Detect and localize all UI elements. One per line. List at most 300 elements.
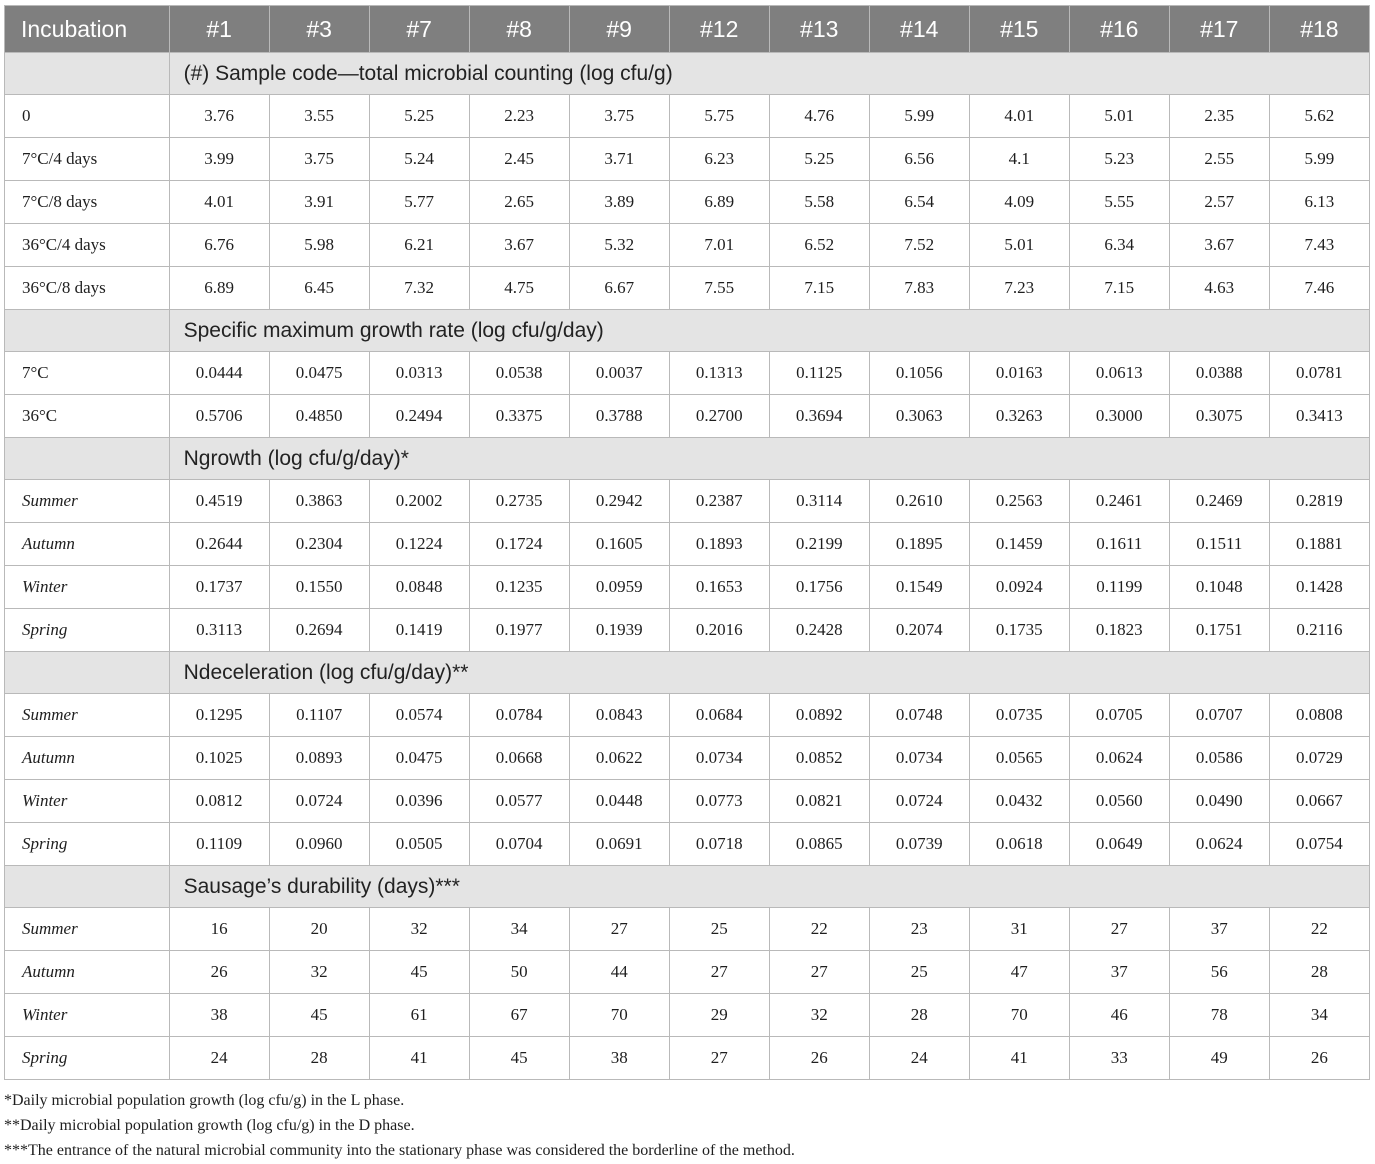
row-label: Summer: [5, 694, 170, 737]
table-cell: 0.0893: [269, 737, 369, 780]
table-cell: 38: [569, 1037, 669, 1080]
table-cell: 0.2428: [769, 609, 869, 652]
section-header-row: [5, 310, 1370, 352]
table-cell: 3.67: [1169, 224, 1269, 267]
table-cell: 0.2304: [269, 523, 369, 566]
row-label: 0: [5, 95, 170, 138]
table-cell: 41: [369, 1037, 469, 1080]
table-cell: 4.09: [969, 181, 1069, 224]
table-cell: 3.76: [169, 95, 269, 138]
table-cell: 0.1235: [469, 566, 569, 609]
table-cell: 50: [469, 951, 569, 994]
row-label: 7°C/4 days: [5, 138, 170, 181]
table-cell: 0.1756: [769, 566, 869, 609]
table-row: [5, 994, 1370, 1037]
table-row: [5, 908, 1370, 951]
table-cell: 0.0724: [869, 780, 969, 823]
table-cell: 47: [969, 951, 1069, 994]
table-cell: 0.0649: [1069, 823, 1169, 866]
table-cell: 5.75: [669, 95, 769, 138]
table-cell: 0.1895: [869, 523, 969, 566]
table-header-row: [5, 6, 1370, 53]
row-label: Autumn: [5, 523, 170, 566]
table-cell: 0.2563: [969, 480, 1069, 523]
table-cell: 0.1025: [169, 737, 269, 780]
table-cell: 0.0565: [969, 737, 1069, 780]
section-header-row: [5, 53, 1370, 95]
table-cell: 3.91: [269, 181, 369, 224]
table-cell: 0.3788: [569, 395, 669, 438]
table-cell: 25: [669, 908, 769, 951]
table-cell: 67: [469, 994, 569, 1037]
table-cell: 0.2644: [169, 523, 269, 566]
table-cell: 24: [169, 1037, 269, 1080]
table-cell: 0.2494: [369, 395, 469, 438]
table-cell: 2.45: [469, 138, 569, 181]
table-cell: 0.0843: [569, 694, 669, 737]
table-cell: 26: [1269, 1037, 1369, 1080]
table-cell: 0.0624: [1069, 737, 1169, 780]
table-cell: 0.2700: [669, 395, 769, 438]
row-label: 36°C/8 days: [5, 267, 170, 310]
table-cell: 0.2819: [1269, 480, 1369, 523]
table-cell: 4.1: [969, 138, 1069, 181]
table-cell: 3.75: [269, 138, 369, 181]
table-cell: 5.01: [1069, 95, 1169, 138]
table-cell: 0.0432: [969, 780, 1069, 823]
table-cell: 0.0505: [369, 823, 469, 866]
table-cell: 27: [769, 951, 869, 994]
table-row: [5, 951, 1370, 994]
table-cell: 27: [569, 908, 669, 951]
table-cell: 0.3114: [769, 480, 869, 523]
table-cell: 0.3694: [769, 395, 869, 438]
table-cell: 0.1459: [969, 523, 1069, 566]
table-cell: 5.24: [369, 138, 469, 181]
table-cell: 0.0773: [669, 780, 769, 823]
table-cell: 5.58: [769, 181, 869, 224]
table-cell: 32: [369, 908, 469, 951]
table-cell: 0.1428: [1269, 566, 1369, 609]
table-row: [5, 138, 1370, 181]
table-cell: 26: [169, 951, 269, 994]
table-cell: 0.0586: [1169, 737, 1269, 780]
table-cell: 0.1737: [169, 566, 269, 609]
microbial-data-table: [4, 5, 1370, 1080]
header-sample-9: #9: [569, 6, 669, 53]
table-row: [5, 609, 1370, 652]
table-cell: 0.1893: [669, 523, 769, 566]
table-cell: 27: [669, 951, 769, 994]
table-cell: 6.89: [669, 181, 769, 224]
table-row: [5, 523, 1370, 566]
table-cell: 3.55: [269, 95, 369, 138]
table-cell: 28: [1269, 951, 1369, 994]
table-cell: 2.65: [469, 181, 569, 224]
table-cell: 0.1550: [269, 566, 369, 609]
table-cell: 0.0724: [269, 780, 369, 823]
table-cell: 0.0718: [669, 823, 769, 866]
table-cell: 0.0812: [169, 780, 269, 823]
table-cell: 20: [269, 908, 369, 951]
table-cell: 0.0313: [369, 352, 469, 395]
header-sample-12: #12: [669, 6, 769, 53]
table-row: [5, 1037, 1370, 1080]
table-cell: 0.1823: [1069, 609, 1169, 652]
table-cell: 7.23: [969, 267, 1069, 310]
table-cell: 0.0577: [469, 780, 569, 823]
table-cell: 31: [969, 908, 1069, 951]
table-cell: 2.35: [1169, 95, 1269, 138]
table-cell: 0.0707: [1169, 694, 1269, 737]
table-cell: 0.1224: [369, 523, 469, 566]
header-sample-7: #7: [369, 6, 469, 53]
table-cell: 0.0781: [1269, 352, 1369, 395]
table-cell: 0.0784: [469, 694, 569, 737]
table-cell: 0.0448: [569, 780, 669, 823]
table-cell: 0.2461: [1069, 480, 1169, 523]
table-cell: 0.0618: [969, 823, 1069, 866]
table-cell: 0.0852: [769, 737, 869, 780]
table-cell: 24: [869, 1037, 969, 1080]
table-cell: 0.0729: [1269, 737, 1369, 780]
section-title: Sausage’s durability (days)***: [169, 866, 1369, 908]
table-cell: 0.0959: [569, 566, 669, 609]
table-cell: 7.55: [669, 267, 769, 310]
table-cell: 0.1109: [169, 823, 269, 866]
table-cell: 34: [469, 908, 569, 951]
table-cell: 0.1048: [1169, 566, 1269, 609]
table-cell: 0.0691: [569, 823, 669, 866]
table-cell: 0.0396: [369, 780, 469, 823]
table-cell: 0.3413: [1269, 395, 1369, 438]
table-row: [5, 566, 1370, 609]
table-cell: 78: [1169, 994, 1269, 1037]
table-cell: 0.0668: [469, 737, 569, 780]
table-cell: 29: [669, 994, 769, 1037]
header-sample-3: #3: [269, 6, 369, 53]
table-cell: 6.76: [169, 224, 269, 267]
table-cell: 5.77: [369, 181, 469, 224]
table-cell: 0.0574: [369, 694, 469, 737]
table-cell: 7.15: [769, 267, 869, 310]
table-cell: 0.0490: [1169, 780, 1269, 823]
table-cell: 5.55: [1069, 181, 1169, 224]
table-cell: 7.15: [1069, 267, 1169, 310]
table-cell: 0.1611: [1069, 523, 1169, 566]
table-cell: 0.2610: [869, 480, 969, 523]
table-cell: 25: [869, 951, 969, 994]
table-cell: 32: [769, 994, 869, 1037]
table-cell: 3.67: [469, 224, 569, 267]
table-cell: 0.2016: [669, 609, 769, 652]
header-sample-17: #17: [1169, 6, 1269, 53]
table-row: [5, 181, 1370, 224]
row-label: 36°C: [5, 395, 170, 438]
table-cell: 6.56: [869, 138, 969, 181]
table-cell: 6.54: [869, 181, 969, 224]
table-cell: 37: [1069, 951, 1169, 994]
table-cell: 26: [769, 1037, 869, 1080]
table-cell: 6.67: [569, 267, 669, 310]
table-cell: 6.13: [1269, 181, 1369, 224]
table-cell: 6.89: [169, 267, 269, 310]
table-cell: 28: [869, 994, 969, 1037]
table-cell: 70: [969, 994, 1069, 1037]
table-row: [5, 737, 1370, 780]
table-cell: 0.1107: [269, 694, 369, 737]
row-label: 36°C/4 days: [5, 224, 170, 267]
table-cell: 0.1735: [969, 609, 1069, 652]
table-cell: 0.4850: [269, 395, 369, 438]
table-cell: 45: [269, 994, 369, 1037]
table-row: [5, 780, 1370, 823]
header-sample-15: #15: [969, 6, 1069, 53]
table-cell: 0.0163: [969, 352, 1069, 395]
section-blank-cell: [5, 866, 170, 908]
table-cell: 0.0037: [569, 352, 669, 395]
table-cell: 2.23: [469, 95, 569, 138]
table-cell: 0.2694: [269, 609, 369, 652]
row-label: Summer: [5, 908, 170, 951]
header-sample-16: #16: [1069, 6, 1169, 53]
row-label: Winter: [5, 994, 170, 1037]
table-cell: 38: [169, 994, 269, 1037]
table-cell: 0.1653: [669, 566, 769, 609]
table-cell: 0.1199: [1069, 566, 1169, 609]
table-cell: 5.62: [1269, 95, 1369, 138]
table-cell: 5.98: [269, 224, 369, 267]
table-cell: 0.0667: [1269, 780, 1369, 823]
table-cell: 5.23: [1069, 138, 1169, 181]
section-blank-cell: [5, 652, 170, 694]
table-cell: 5.25: [369, 95, 469, 138]
table-cell: 27: [1069, 908, 1169, 951]
table-cell: 0.3000: [1069, 395, 1169, 438]
table-cell: 33: [1069, 1037, 1169, 1080]
table-cell: 2.55: [1169, 138, 1269, 181]
header-sample-14: #14: [869, 6, 969, 53]
section-header-row: [5, 438, 1370, 480]
row-label: 7°C/8 days: [5, 181, 170, 224]
table-cell: 0.0538: [469, 352, 569, 395]
footnote: *Daily microbial population growth (log cfu/g) in the L phase.: [4, 1092, 405, 1109]
table-row: [5, 267, 1370, 310]
table-cell: 0.3113: [169, 609, 269, 652]
row-label: Autumn: [5, 737, 170, 780]
table-cell: 0.0560: [1069, 780, 1169, 823]
table-cell: 0.0754: [1269, 823, 1369, 866]
table-cell: 0.4519: [169, 480, 269, 523]
table-cell: 0.1125: [769, 352, 869, 395]
footnote: ***The entrance of the natural microbial community into the stationary phase was considered the borderline of the method.: [4, 1142, 795, 1159]
row-label: Winter: [5, 566, 170, 609]
table-cell: 5.01: [969, 224, 1069, 267]
section-title: Ndeceleration (log cfu/g/day)**: [169, 652, 1369, 694]
table-cell: 5.99: [1269, 138, 1369, 181]
table-cell: 0.2116: [1269, 609, 1369, 652]
table-cell: 0.2002: [369, 480, 469, 523]
table-cell: 0.3075: [1169, 395, 1269, 438]
table-cell: 7.46: [1269, 267, 1369, 310]
table-cell: 28: [269, 1037, 369, 1080]
table-cell: 0.1549: [869, 566, 969, 609]
table-cell: 4.63: [1169, 267, 1269, 310]
table-cell: 0.1977: [469, 609, 569, 652]
table-cell: 34: [1269, 994, 1369, 1037]
section-title: Ngrowth (log cfu/g/day)*: [169, 438, 1369, 480]
table-cell: 22: [1269, 908, 1369, 951]
table-cell: 0.2942: [569, 480, 669, 523]
table-cell: 45: [369, 951, 469, 994]
table-cell: 0.1939: [569, 609, 669, 652]
table-cell: 0.1881: [1269, 523, 1369, 566]
table-cell: 0.0865: [769, 823, 869, 866]
section-blank-cell: [5, 53, 170, 95]
table-cell: 0.0622: [569, 737, 669, 780]
table-cell: 3.75: [569, 95, 669, 138]
table-cell: 0.0735: [969, 694, 1069, 737]
table-cell: 0.3863: [269, 480, 369, 523]
table-row: [5, 224, 1370, 267]
table-cell: 6.52: [769, 224, 869, 267]
footnote: **Daily microbial population growth (log cfu/g) in the D phase.: [4, 1117, 415, 1134]
header-incubation: Incubation: [5, 6, 170, 53]
data-table-container: [4, 5, 1370, 1163]
table-cell: 5.99: [869, 95, 969, 138]
table-cell: 0.0388: [1169, 352, 1269, 395]
table-cell: 0.2199: [769, 523, 869, 566]
table-cell: 0.0924: [969, 566, 1069, 609]
table-cell: 4.01: [169, 181, 269, 224]
table-cell: 6.45: [269, 267, 369, 310]
table-cell: 0.3063: [869, 395, 969, 438]
table-cell: 0.0475: [269, 352, 369, 395]
table-cell: 0.0475: [369, 737, 469, 780]
header-sample-8: #8: [469, 6, 569, 53]
table-cell: 0.1751: [1169, 609, 1269, 652]
section-header-row: [5, 652, 1370, 694]
table-cell: 0.1295: [169, 694, 269, 737]
table-cell: 0.0892: [769, 694, 869, 737]
table-cell: 7.52: [869, 224, 969, 267]
section-header-row: [5, 866, 1370, 908]
table-cell: 0.1313: [669, 352, 769, 395]
table-cell: 0.2074: [869, 609, 969, 652]
row-label: 7°C: [5, 352, 170, 395]
table-row: [5, 395, 1370, 438]
row-label: Winter: [5, 780, 170, 823]
header-sample-1: #1: [169, 6, 269, 53]
table-cell: 2.57: [1169, 181, 1269, 224]
table-cell: 6.21: [369, 224, 469, 267]
table-cell: 41: [969, 1037, 1069, 1080]
table-cell: 70: [569, 994, 669, 1037]
table-cell: 0.5706: [169, 395, 269, 438]
table-cell: 45: [469, 1037, 569, 1080]
table-cell: 7.83: [869, 267, 969, 310]
table-cell: 46: [1069, 994, 1169, 1037]
table-cell: 5.25: [769, 138, 869, 181]
header-sample-18: #18: [1269, 6, 1369, 53]
row-label: Summer: [5, 480, 170, 523]
table-cell: 0.0960: [269, 823, 369, 866]
table-cell: 4.01: [969, 95, 1069, 138]
table-cell: 5.32: [569, 224, 669, 267]
table-cell: 3.71: [569, 138, 669, 181]
table-cell: 0.3263: [969, 395, 1069, 438]
row-label: Autumn: [5, 951, 170, 994]
table-cell: 0.2469: [1169, 480, 1269, 523]
table-row: [5, 694, 1370, 737]
table-cell: 0.2735: [469, 480, 569, 523]
table-cell: 0.1511: [1169, 523, 1269, 566]
table-cell: 0.0734: [669, 737, 769, 780]
table-cell: 32: [269, 951, 369, 994]
row-label: Spring: [5, 609, 170, 652]
table-cell: 4.75: [469, 267, 569, 310]
table-cell: 16: [169, 908, 269, 951]
table-cell: 0.2387: [669, 480, 769, 523]
table-cell: 0.0748: [869, 694, 969, 737]
table-row: [5, 95, 1370, 138]
row-label: Spring: [5, 823, 170, 866]
table-cell: 7.32: [369, 267, 469, 310]
table-cell: 4.76: [769, 95, 869, 138]
table-cell: 0.0821: [769, 780, 869, 823]
section-blank-cell: [5, 438, 170, 480]
table-row: [5, 480, 1370, 523]
table-cell: 0.0624: [1169, 823, 1269, 866]
table-cell: 0.1056: [869, 352, 969, 395]
table-cell: 0.0848: [369, 566, 469, 609]
table-cell: 61: [369, 994, 469, 1037]
table-cell: 6.34: [1069, 224, 1169, 267]
section-title: Specific maximum growth rate (log cfu/g/day): [169, 310, 1369, 352]
header-sample-13: #13: [769, 6, 869, 53]
section-title: (#) Sample code—total microbial counting (log cfu/g): [169, 53, 1369, 95]
footnotes: [4, 1088, 1370, 1163]
table-cell: 0.0613: [1069, 352, 1169, 395]
table-cell: 0.0705: [1069, 694, 1169, 737]
table-cell: 56: [1169, 951, 1269, 994]
table-cell: 22: [769, 908, 869, 951]
table-cell: 6.23: [669, 138, 769, 181]
table-cell: 0.0734: [869, 737, 969, 780]
table-cell: 0.0684: [669, 694, 769, 737]
table-cell: 0.0704: [469, 823, 569, 866]
table-cell: 3.89: [569, 181, 669, 224]
table-cell: 27: [669, 1037, 769, 1080]
table-cell: 0.3375: [469, 395, 569, 438]
table-cell: 0.0444: [169, 352, 269, 395]
table-cell: 7.01: [669, 224, 769, 267]
row-label: Spring: [5, 1037, 170, 1080]
table-cell: 7.43: [1269, 224, 1369, 267]
section-blank-cell: [5, 310, 170, 352]
table-cell: 0.0808: [1269, 694, 1369, 737]
table-cell: 23: [869, 908, 969, 951]
table-cell: 0.0739: [869, 823, 969, 866]
table-cell: 49: [1169, 1037, 1269, 1080]
table-cell: 44: [569, 951, 669, 994]
table-row: [5, 823, 1370, 866]
table-cell: 3.99: [169, 138, 269, 181]
table-cell: 37: [1169, 908, 1269, 951]
table-row: [5, 352, 1370, 395]
table-cell: 0.1605: [569, 523, 669, 566]
table-cell: 0.1419: [369, 609, 469, 652]
